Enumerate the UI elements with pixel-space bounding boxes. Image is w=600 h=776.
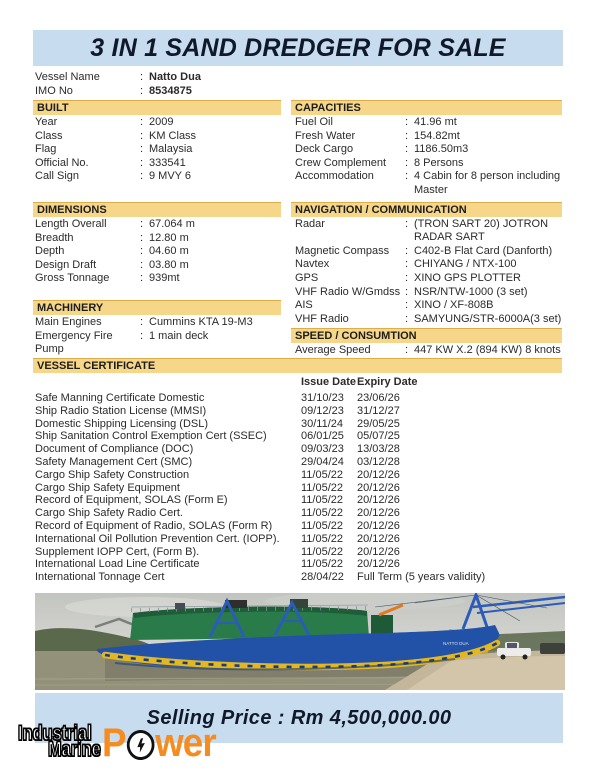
logo-power-text xyxy=(102,721,216,766)
certificate-row xyxy=(35,392,562,405)
certificate-row xyxy=(35,443,562,456)
spec-row xyxy=(295,272,562,286)
spec-row xyxy=(295,299,562,313)
spec-value: 8534875 xyxy=(149,84,192,97)
certificate-name: Supplement IOPP Cert, (Form B). xyxy=(35,545,200,558)
spec-row xyxy=(35,316,281,330)
colon: : xyxy=(405,299,409,312)
spec-value: CHIYANG / NTX-100 xyxy=(414,258,517,271)
spec-row xyxy=(35,157,281,171)
certificate-name: Cargo Ship Safety Equipment xyxy=(35,481,180,494)
logo-marine-text: Marine xyxy=(48,738,101,761)
spec-label: IMO No xyxy=(35,84,73,97)
hull-name-text: NATTO DUA xyxy=(443,641,469,646)
section-header-machinery: MACHINERY xyxy=(33,300,281,315)
logo-power-wer: wer xyxy=(155,721,216,765)
spec-value: XINO GPS PLOTTER xyxy=(414,271,521,284)
spec-value: 8 Persons xyxy=(414,156,464,169)
certificate-issue-date: 11/05/22 xyxy=(301,545,344,558)
certificate-name: Domestic Shipping Licensing (DSL) xyxy=(35,417,209,430)
colon: : xyxy=(140,116,144,128)
spec-row xyxy=(295,157,562,171)
colon: : xyxy=(140,170,144,183)
spec-label: Design Draft xyxy=(35,258,97,271)
spec-value: 04.60 m xyxy=(149,245,189,258)
spec-row xyxy=(35,218,281,232)
certificate-row xyxy=(35,558,562,571)
spec-value: Cummins KTA 19-M3 xyxy=(149,315,253,328)
spec-value: 67.064 m xyxy=(149,217,195,230)
colon: : xyxy=(140,245,144,258)
spec-value: 12.80 m xyxy=(149,231,189,244)
spec-row xyxy=(35,259,281,273)
certificate-expiry-date: 20/12/26 xyxy=(357,494,400,507)
certificate-issue-date: 11/05/22 xyxy=(301,507,344,520)
spec-label: VHF Radio xyxy=(295,312,349,325)
cert-name-column xyxy=(35,376,301,392)
spec-row xyxy=(295,245,562,259)
spec-label: Main Engines xyxy=(35,315,102,328)
vessel-photo-illustration xyxy=(35,593,565,690)
certificate-name: Cargo Ship Safety Radio Cert. xyxy=(35,507,183,520)
left-column xyxy=(33,100,281,357)
page-title: 3 IN 1 SAND DREDGER FOR SALE xyxy=(90,33,506,62)
expiry-date-column-header: Expiry Date xyxy=(357,376,418,388)
certificate-row xyxy=(35,418,562,431)
vessel-photo xyxy=(35,593,565,690)
certificate-issue-date: 09/12/23 xyxy=(301,404,344,417)
colon: : xyxy=(140,329,144,342)
vessel-info-row xyxy=(35,85,455,99)
section-header-certificates: VESSEL CERTIFICATE xyxy=(33,358,562,373)
spec-label: Radar xyxy=(295,217,325,230)
spec-label: Deck Cargo xyxy=(295,143,354,156)
spec-value: 41.96 mt xyxy=(414,116,457,128)
colon: : xyxy=(405,312,409,325)
spec-label: Crew Complement xyxy=(295,156,387,169)
certificate-row xyxy=(35,469,562,482)
certificate-row xyxy=(35,507,562,520)
issue-date-column-header: Issue Date xyxy=(301,376,357,388)
certificate-name: Record of Equipment of Radio, SOLAS (Form R) xyxy=(35,519,273,532)
spec-value: 2009 xyxy=(149,116,174,128)
spec-value: 1186.50m3 xyxy=(414,143,469,156)
section-header-speed: SPEED / CONSUMTION xyxy=(291,328,562,343)
spec-row xyxy=(295,218,562,245)
spec-row xyxy=(295,130,562,144)
section-header-built: BUILT xyxy=(33,100,281,115)
certificate-issue-date: 11/05/22 xyxy=(301,519,344,532)
spec-row xyxy=(295,286,562,300)
spec-label: Depth xyxy=(35,245,65,258)
spec-label: Fresh Water xyxy=(295,129,356,142)
colon: : xyxy=(405,217,409,230)
spec-label: VHF Radio W/Gmdss xyxy=(295,285,401,298)
spec-label: Average Speed xyxy=(295,344,371,357)
colon: : xyxy=(405,116,409,128)
certificate-issue-date: 06/01/25 xyxy=(301,430,344,443)
spec-row xyxy=(35,116,281,130)
certificate-name: Ship Radio Station License (MMSI) xyxy=(35,404,207,417)
spec-label: AIS xyxy=(295,299,313,312)
spec-value: XINO / XF-808B xyxy=(414,299,494,312)
colon: : xyxy=(140,272,144,285)
spec-label: Official No. xyxy=(35,156,89,169)
title-banner xyxy=(33,30,563,66)
spec-row xyxy=(295,313,562,327)
spec-value: 03.80 m xyxy=(149,258,189,271)
section-dimensions xyxy=(33,202,281,286)
certificate-expiry-date: 31/12/27 xyxy=(357,404,400,417)
certificate-expiry-date: 13/03/28 xyxy=(357,443,400,456)
spec-label: Magnetic Compass xyxy=(295,244,390,257)
spec-row xyxy=(295,143,562,157)
spec-row xyxy=(295,344,562,358)
certificate-issue-date: 11/05/22 xyxy=(301,494,344,507)
certificate-issue-date: 11/05/22 xyxy=(301,468,344,481)
section-header-dimensions: DIMENSIONS xyxy=(33,202,281,217)
spec-row xyxy=(35,143,281,157)
spec-row xyxy=(295,170,562,197)
spec-row xyxy=(295,116,562,130)
certificate-expiry-date: 29/05/25 xyxy=(357,417,400,430)
section-built xyxy=(33,100,281,184)
spec-label: Gross Tonnage xyxy=(35,272,110,285)
spec-row xyxy=(35,272,281,286)
spec-row xyxy=(35,170,281,184)
spec-value: 154.82mt xyxy=(414,129,460,142)
colon: : xyxy=(140,217,144,230)
certificate-expiry-date: 20/12/26 xyxy=(357,532,400,545)
spec-value: SAMYUNG/STR-6000A(3 set) xyxy=(414,312,562,325)
certificate-expiry-date: 20/12/26 xyxy=(357,481,400,494)
spec-value: Natto Dua xyxy=(149,71,201,83)
colon: : xyxy=(405,271,409,284)
certificate-issue-date: 28/04/22 xyxy=(301,571,344,584)
spec-row xyxy=(295,258,562,272)
certificate-name: International Tonnage Cert xyxy=(35,571,165,584)
certificate-expiry-date: 20/12/26 xyxy=(357,558,400,571)
spec-value: 9 MVY 6 xyxy=(149,170,191,183)
section-navigation xyxy=(291,202,562,327)
certificate-issue-date: 11/05/22 xyxy=(301,532,344,545)
spec-value: 333541 xyxy=(149,156,186,169)
certificate-issue-date: 29/04/24 xyxy=(301,455,344,468)
spec-label: Emergency Fire Pump xyxy=(35,329,113,356)
spec-value: Malaysia xyxy=(149,143,193,156)
colon: : xyxy=(140,258,144,271)
certificate-row xyxy=(35,405,562,418)
certificate-name: International Oil Pollution Prevention Cert. (IOPP). xyxy=(35,532,280,545)
certificate-row xyxy=(35,430,562,443)
certificate-row xyxy=(35,520,562,533)
certificate-name: Safety Management Cert (SMC) xyxy=(35,455,193,468)
colon: : xyxy=(405,244,409,257)
spec-value: 939mt xyxy=(149,272,180,285)
spec-label: Accommodation xyxy=(295,170,374,183)
section-machinery xyxy=(33,300,281,357)
colon: : xyxy=(405,170,409,183)
certificate-expiry-date: 03/12/28 xyxy=(357,455,400,468)
logo-industrial-text: Industrial xyxy=(18,722,92,745)
certificate-expiry-date: 20/12/26 xyxy=(357,468,400,481)
spec-label: Year xyxy=(35,116,58,128)
spec-value: 1 main deck xyxy=(149,329,209,342)
spec-label: Class xyxy=(35,129,63,142)
spec-row xyxy=(35,245,281,259)
vessel-info-row xyxy=(35,71,455,85)
spec-value: 447 KW X.2 (894 KW) 8 knots xyxy=(414,344,561,357)
certificate-row xyxy=(35,546,562,559)
spec-value: C402-B Flat Card (Danforth) xyxy=(414,244,553,257)
certificate-issue-date: 09/03/23 xyxy=(301,443,344,456)
certificate-expiry-date: 20/12/26 xyxy=(357,519,400,532)
spec-label: Breadth xyxy=(35,231,74,244)
certificate-row xyxy=(35,571,562,584)
certificate-row xyxy=(35,494,562,507)
vessel-info xyxy=(35,71,455,98)
certificate-table-header xyxy=(35,376,562,392)
spec-row xyxy=(35,330,281,357)
certificate-issue-date: 11/05/22 xyxy=(301,481,344,494)
spec-value: (TRON SART 20) JOTRON RADAR SART xyxy=(414,217,549,244)
certificate-row xyxy=(35,456,562,469)
lightning-bolt-icon xyxy=(125,728,156,762)
certificate-expiry-date: 05/07/25 xyxy=(357,430,400,443)
certificate-expiry-date: 20/12/26 xyxy=(357,507,400,520)
colon: : xyxy=(405,344,409,357)
colon: : xyxy=(405,129,409,142)
section-speed xyxy=(291,328,562,358)
colon: : xyxy=(140,129,144,142)
certificate-name: Safe Manning Certificate Domestic xyxy=(35,392,205,404)
spec-value: KM Class xyxy=(149,129,197,142)
selling-price-text: Selling Price : Rm 4,500,000.00 xyxy=(146,706,452,729)
spec-value: 4 Cabin for 8 person including Master xyxy=(414,170,561,196)
certificate-name: Document of Compliance (DOC) xyxy=(35,443,194,456)
company-logo xyxy=(18,721,238,774)
certificate-row xyxy=(35,533,562,546)
certificate-issue-date: 11/05/22 xyxy=(301,558,344,571)
certificate-row xyxy=(35,482,562,495)
section-header-navigation: NAVIGATION / COMMUNICATION xyxy=(291,202,562,217)
certificate-table xyxy=(35,376,562,584)
section-header-capacities: CAPACITIES xyxy=(291,100,562,115)
colon: : xyxy=(405,143,409,156)
spec-label: Length Overall xyxy=(35,217,107,230)
certificate-expiry-date: Full Term (5 years validity) xyxy=(357,571,486,584)
colon: : xyxy=(140,71,144,83)
colon: : xyxy=(140,84,144,97)
certificate-name: International Load Line Certificate xyxy=(35,558,200,571)
spec-label: Fuel Oil xyxy=(295,116,333,128)
certificate-name: Cargo Ship Safety Construction xyxy=(35,468,190,481)
colon: : xyxy=(405,258,409,271)
spec-row xyxy=(35,130,281,144)
colon: : xyxy=(140,156,144,169)
colon: : xyxy=(140,231,144,244)
colon: : xyxy=(405,285,409,298)
section-capacities xyxy=(291,100,562,198)
right-column xyxy=(291,100,562,358)
spec-value: NSR/NTW-1000 (3 set) xyxy=(414,285,528,298)
spec-row xyxy=(35,232,281,246)
spec-label: Vessel Name xyxy=(35,71,100,83)
colon: : xyxy=(140,143,144,156)
spec-label: GPS xyxy=(295,271,319,284)
certificate-expiry-date: 20/12/26 xyxy=(357,545,400,558)
certificate-issue-date: 30/11/24 xyxy=(301,417,344,430)
colon: : xyxy=(405,156,409,169)
logo-power-p: P xyxy=(102,721,126,765)
spec-label: Flag xyxy=(35,143,57,156)
certificate-expiry-date: 23/06/26 xyxy=(357,392,400,404)
colon: : xyxy=(140,315,144,328)
spec-label: Navtex xyxy=(295,258,330,271)
spec-label: Call Sign xyxy=(35,170,80,183)
certificate-issue-date: 31/10/23 xyxy=(301,392,344,404)
certificate-name: Record of Equipment, SOLAS (Form E) xyxy=(35,494,228,507)
certificate-name: Ship Sanitation Control Exemption Cert (SSEC) xyxy=(35,430,267,443)
